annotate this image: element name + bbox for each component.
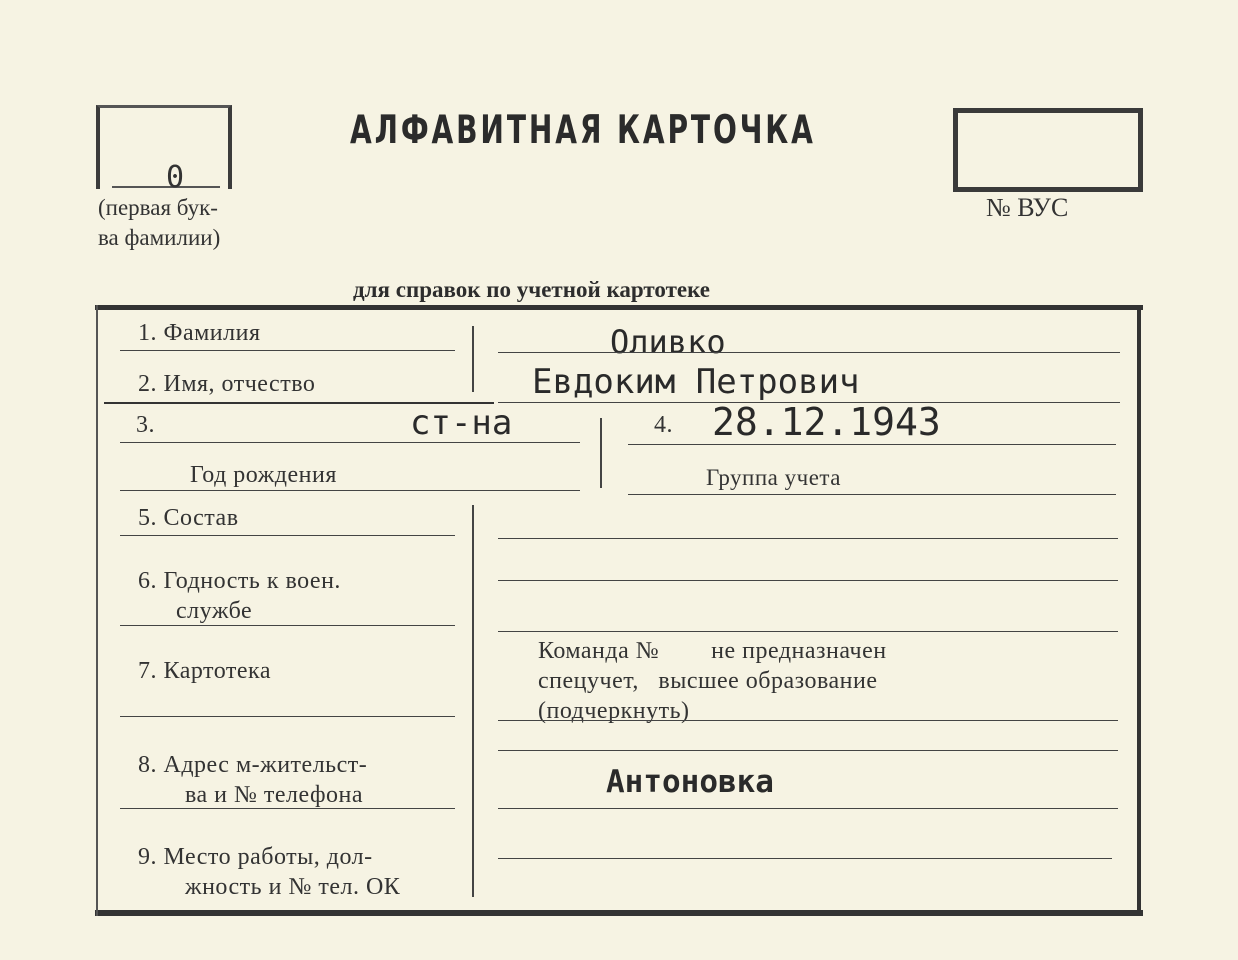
field-3-number: 3. xyxy=(136,412,155,438)
field-4-number: 4. xyxy=(654,412,673,438)
right-line-6 xyxy=(498,808,1118,809)
frame-right-border xyxy=(1137,305,1141,916)
field-4-caption: Группа учета xyxy=(706,465,841,490)
field-6-label-line1: 6. Годность к воен. xyxy=(138,568,341,594)
field-3-caption-line xyxy=(120,490,580,491)
field-4-value: 28.12.1943 xyxy=(712,400,941,444)
right-line-2 xyxy=(498,580,1118,581)
field-1-label-line xyxy=(120,350,455,351)
command-line2: спецучет, высшее образование xyxy=(538,668,878,694)
first-letter-caption-line2: ва фамилии) xyxy=(98,225,221,250)
field-6-label-line2: службе xyxy=(176,598,253,624)
field-2-label: 2. Имя, отчество xyxy=(138,371,316,397)
field-8-label-line1: 8. Адрес м-жительст- xyxy=(138,752,368,778)
first-letter-value: 0 xyxy=(165,160,185,195)
field-8-line xyxy=(120,808,455,809)
command-line1: Команда № не предназначен xyxy=(538,638,887,664)
card-title: АЛФАВИТНАЯ КАРТОЧКА xyxy=(350,108,816,153)
right-line-5 xyxy=(498,750,1118,751)
field-6-label xyxy=(138,566,341,626)
right-line-1 xyxy=(498,538,1118,539)
field-5-line xyxy=(120,535,455,536)
field-6-line xyxy=(120,625,455,626)
divider-rows-3-4 xyxy=(600,418,602,488)
first-letter-caption xyxy=(98,193,220,253)
field-9-label-line2: жность и № тел. ОК xyxy=(185,874,401,900)
divider-rows-5-9 xyxy=(472,505,474,897)
vus-label: № ВУС xyxy=(986,193,1069,222)
field-1-value-line xyxy=(498,352,1120,353)
field-8-label xyxy=(138,750,367,810)
field-4-caption-line xyxy=(628,494,1116,495)
field-8-label-line2: ва и № телефона xyxy=(185,782,364,808)
field-3-line xyxy=(120,442,580,443)
field-7-line xyxy=(120,716,455,717)
frame-top-border xyxy=(95,305,1143,310)
right-line-3 xyxy=(498,631,1118,632)
frame-left-border xyxy=(96,305,98,916)
field-1-label: 1. Фамилия xyxy=(138,320,261,346)
vus-box xyxy=(953,108,1143,192)
field-4-line xyxy=(628,444,1116,445)
field-5-label: 5. Состав xyxy=(138,505,239,531)
divider-rows-1-2 xyxy=(472,326,474,392)
right-line-7 xyxy=(498,858,1112,859)
field-9-label xyxy=(138,842,400,902)
field-9-label-line1: 9. Место работы, дол- xyxy=(138,844,373,870)
command-text xyxy=(538,636,887,726)
command-line3: (подчеркнуть) xyxy=(538,698,690,724)
field-2-value: Евдоким Петрович xyxy=(532,362,860,402)
field-7-label: 7. Картотека xyxy=(138,658,271,684)
field-1-value: Оливко xyxy=(610,323,726,361)
field-3-value: ст-на xyxy=(410,403,513,443)
card-subtitle: для справок по учетной картотеке xyxy=(353,277,710,302)
right-line-4 xyxy=(498,720,1118,721)
field-8-value: Антоновка xyxy=(606,764,774,800)
frame-bottom-border xyxy=(95,910,1143,916)
field-3-caption: Год рождения xyxy=(190,462,337,488)
first-letter-caption-line1: (первая бук- xyxy=(98,195,218,220)
